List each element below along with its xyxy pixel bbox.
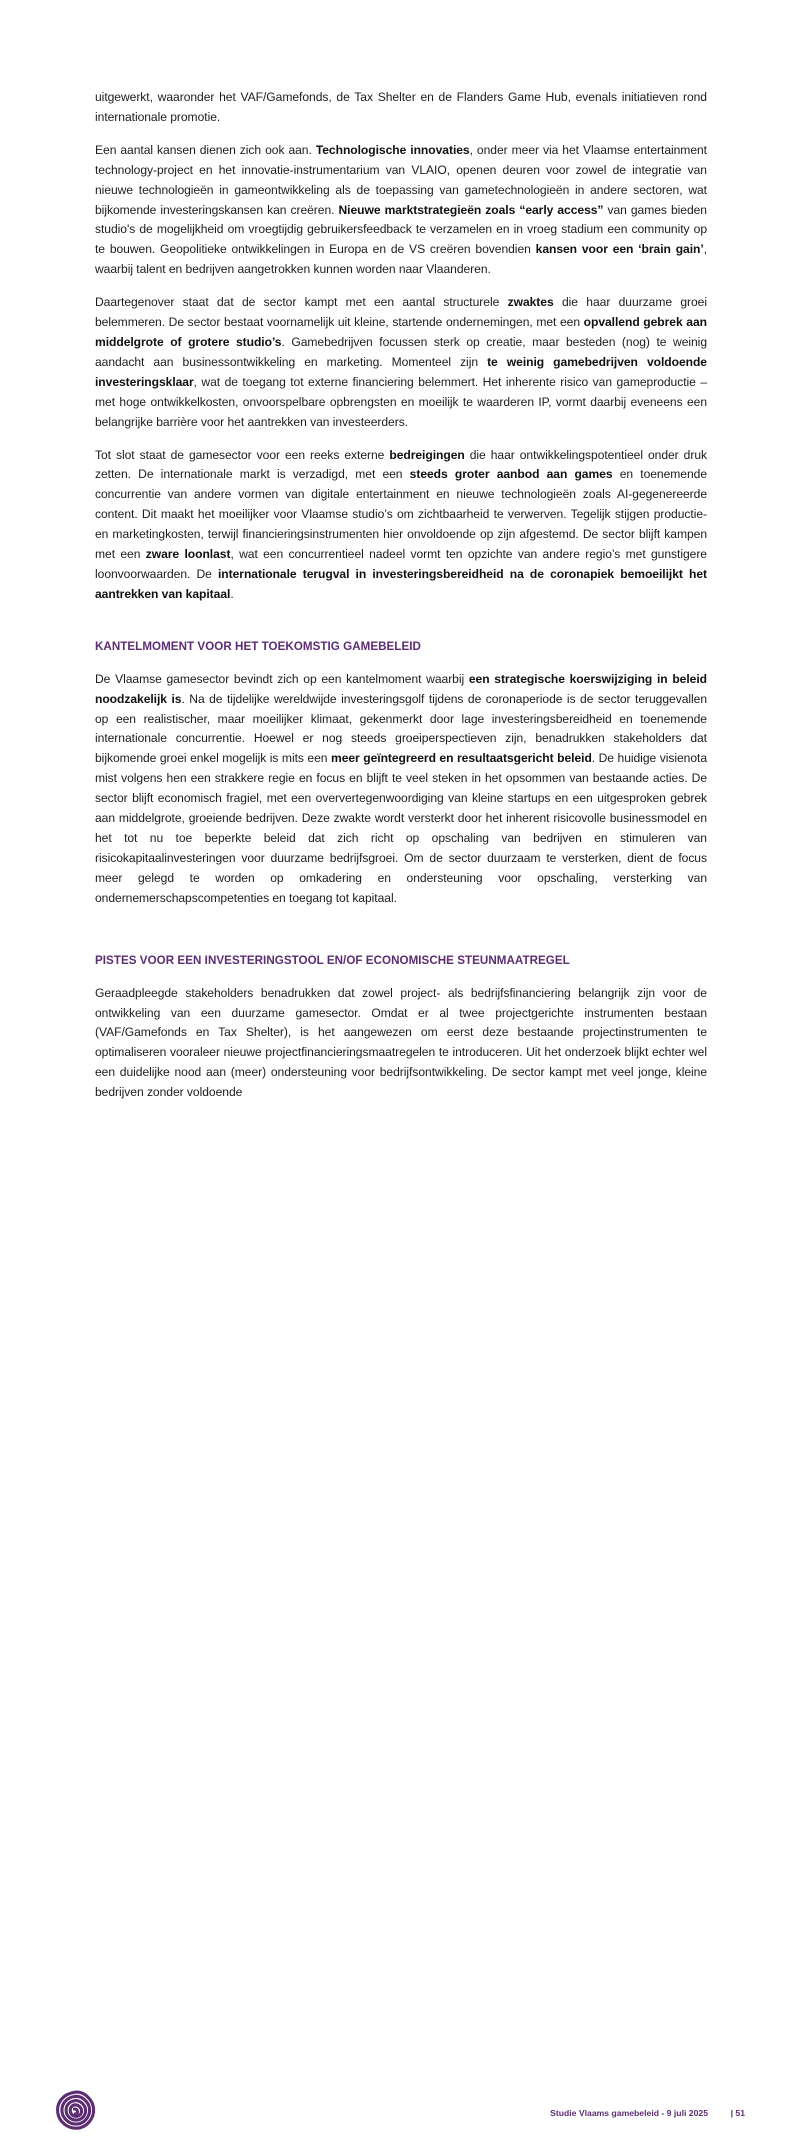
emphasised-text: bedreigingen bbox=[389, 447, 465, 462]
paragraph-continuation bbox=[95, 88, 707, 128]
footer-document-title: Studie Vlaams gamebeleid - 9 juli 2025 bbox=[550, 2108, 708, 2118]
regular-text: Geraadpleegde stakeholders benadrukken dat zowel project- als bedrijfsfinanciering belangrijk zijn voor de ontwikkeling van een duurzame gamesector. Omdat er al twee projectgerichte instrumenten bestaan (VAF/Gamefonds en Tax Shelter), is het aangewezen om eerst deze bestaande projectinstrumenten te optimaliseren vooraleer nieuwe projectfinancieringsmaatregelen te introduceren. Uit het onderzoek blijkt echter wel een duidelijke nood aan (meer) ondersteuning voor bedrijfsontwikkeling. De sector kampt met veel jonge, kleine bedrijven zonder voldoende bbox=[95, 985, 707, 1100]
emphasised-text: internationale terugval in investeringsbereidheid na de coronapiek bemoeilijkt het aantrekken van kapitaal bbox=[95, 566, 707, 601]
paragraph-kantelmoment bbox=[95, 670, 707, 909]
section-heading-pistes: PISTES VOOR EEN INVESTERINGSTOOL EN/OF ECONOMISCHE STEUNMAATREGEL bbox=[95, 953, 570, 967]
regular-text: Daartegenover staat dat de sector kampt met een aantal structurele bbox=[95, 295, 508, 310]
regular-text: die haar ontwikkelingspotentieel onder druk zetten. De internationale markt is verzadigd, met een bbox=[95, 447, 707, 482]
section-heading-kantelmoment: KANTELMOMENT VOOR HET TOEKOMSTIG GAMEBELEID bbox=[95, 639, 421, 653]
regular-text: . De huidige visienota mist volgens hen een strakkere regie en focus en blijft te veel steken in het opsommen van bestaande acties. De sector blijft economisch fragiel, met een oververtegenwoordiging van kleine startups en een uitgesproken gebrek aan middelgrote, groeiende bedrijven. Deze zwakte wordt versterkt door het inherent risicovolle businessmodel en het tot nu toe beperkte beleid dat zich richt op opschaling van bedrijven en stimuleren van risicokapitaalinvesteringen voor duurzame bedrijfsgroei. Om de sector duurzaam te versterken, dient de focus meer gelegd te worden op omkadering en ondersteuning voor opschaling, versterking van ondernemerschapscompetenties en toegang tot kapitaal. bbox=[95, 751, 707, 905]
regular-text: uitgewerkt, waaronder het VAF/Gamefonds, de Tax Shelter en de Flanders Game Hub, evenals initiatieven rond internationale promotie. bbox=[95, 90, 707, 124]
regular-text: , wat de toegang tot externe financiering belemmert. Het inherente risico van gameproductie – met hoge ontwikkelkosten, onvoorspelbare opbrengsten en moeilijk te waarderen IP, vormt daarbij eveneens een belangrijke barrière voor het aantrekken van investeerders. bbox=[95, 374, 707, 429]
emphasised-text: een strategische koerswijziging in beleid noodzakelijk is bbox=[95, 671, 707, 706]
paragraph-bedreigingen bbox=[95, 446, 707, 605]
emphasised-text: zwaktes bbox=[507, 295, 554, 310]
regular-text: . bbox=[230, 586, 234, 601]
regular-text: De Vlaamse gamesector bevindt zich op een kantelmoment waarbij bbox=[95, 671, 469, 686]
regular-text: die haar duurzame groei belemmeren. De sector bestaat voornamelijk uit kleine, startende ondernemingen, met een bbox=[95, 295, 707, 330]
emphasised-text: zware loonlast bbox=[145, 547, 231, 562]
regular-text: . Gamebedrijven focussen sterk op creatie, maar besteden (nog) te weinig aandacht aan businessontwikkeling en marketing. Momenteel zijn bbox=[95, 334, 707, 369]
heading-spacer-top bbox=[95, 618, 707, 639]
emphasised-text: kansen voor een ‘brain gain’ bbox=[535, 242, 704, 257]
heading-spacer-bottom-2 bbox=[95, 969, 707, 984]
heading-spacer-top-2 bbox=[95, 922, 707, 953]
regular-text: van games bieden studio's de mogelijkheid om vroegtijdig gebruikersfeedback te verzamelen en in vroeg stadium een community op te bouwen. Geopolitieke ontwikkelingen in Europa en de VS creëren bovendien bbox=[95, 202, 707, 257]
regular-text: Een aantal kansen dienen zich ook aan. bbox=[95, 142, 316, 157]
paragraph-kansen bbox=[95, 141, 707, 280]
regular-text: , onder meer via het Vlaamse entertainment technology-project en het innovatie-instrumentarium van VLAIO, openen deuren voor zowel de integratie van nieuwe technologieën in gameontwikkeling als de toepassing van gametechnologieën in andere sectoren, wat bijkomende investeringskansen kan creëren. bbox=[95, 142, 707, 217]
regular-text: , waarbij talent en bedrijven aangetrokken kunnen worden naar Vlaanderen. bbox=[95, 242, 707, 277]
page-footer bbox=[0, 1040, 800, 2118]
regular-text: . Na de tijdelijke wereldwijde investeringsgolf tijdens de coronaperiode is de sector teruggevallen op een realistischer, maar moeilijker klimaat, gekenmerkt door lage investeringsbereidheid en toenemende internationale concurrentie. Hoewel er nog steeds groeiperspectieven zijn, benadrukken stakeholders dat bijkomende groei enkel mogelijk is mits een bbox=[95, 691, 707, 766]
emphasised-text: Technologische innovaties bbox=[315, 142, 470, 157]
emphasised-text: opvallend gebrek aan middelgrote of grotere studio’s bbox=[95, 315, 707, 349]
footer-page-number: | 51 bbox=[730, 2108, 745, 2118]
regular-text: en toenemende concurrentie van andere vormen van digitale entertainment en nieuwe technologieën zoals AI-gegenereerde content. Dit maakt het moeilijker voor Vlaamse studio’s om zichtbaarheid te verwerven. Tegelijk stijgen productie- en marketingkosten, terwijl financieringsinstrumenten hier onvoldoende op zijn afgestemd. De sector blijft kampen met een bbox=[95, 467, 707, 562]
heading-spacer-bottom bbox=[95, 655, 707, 670]
paragraph-zwaktes bbox=[95, 293, 707, 432]
regular-text: , wat een concurrentieel nadeel vormt ten opzichte van andere regio’s met gunstigere loonvoorwaarden. De bbox=[95, 547, 707, 581]
emphasised-text: steeds groter aanbod aan games bbox=[409, 467, 613, 482]
emphasised-text: meer geïntegreerd en resultaatsgericht beleid bbox=[331, 751, 592, 766]
regular-text: Tot slot staat de gamesector voor een reeks externe bbox=[95, 447, 390, 462]
page-content bbox=[95, 88, 707, 1116]
emphasised-text: te weinig gamebedrijven voldoende investeringsklaar bbox=[95, 354, 707, 389]
flanders-game-hub-swirl-logo-icon bbox=[52, 2087, 98, 2133]
emphasised-text: Nieuwe marktstrategieën zoals “early access” bbox=[338, 202, 604, 217]
